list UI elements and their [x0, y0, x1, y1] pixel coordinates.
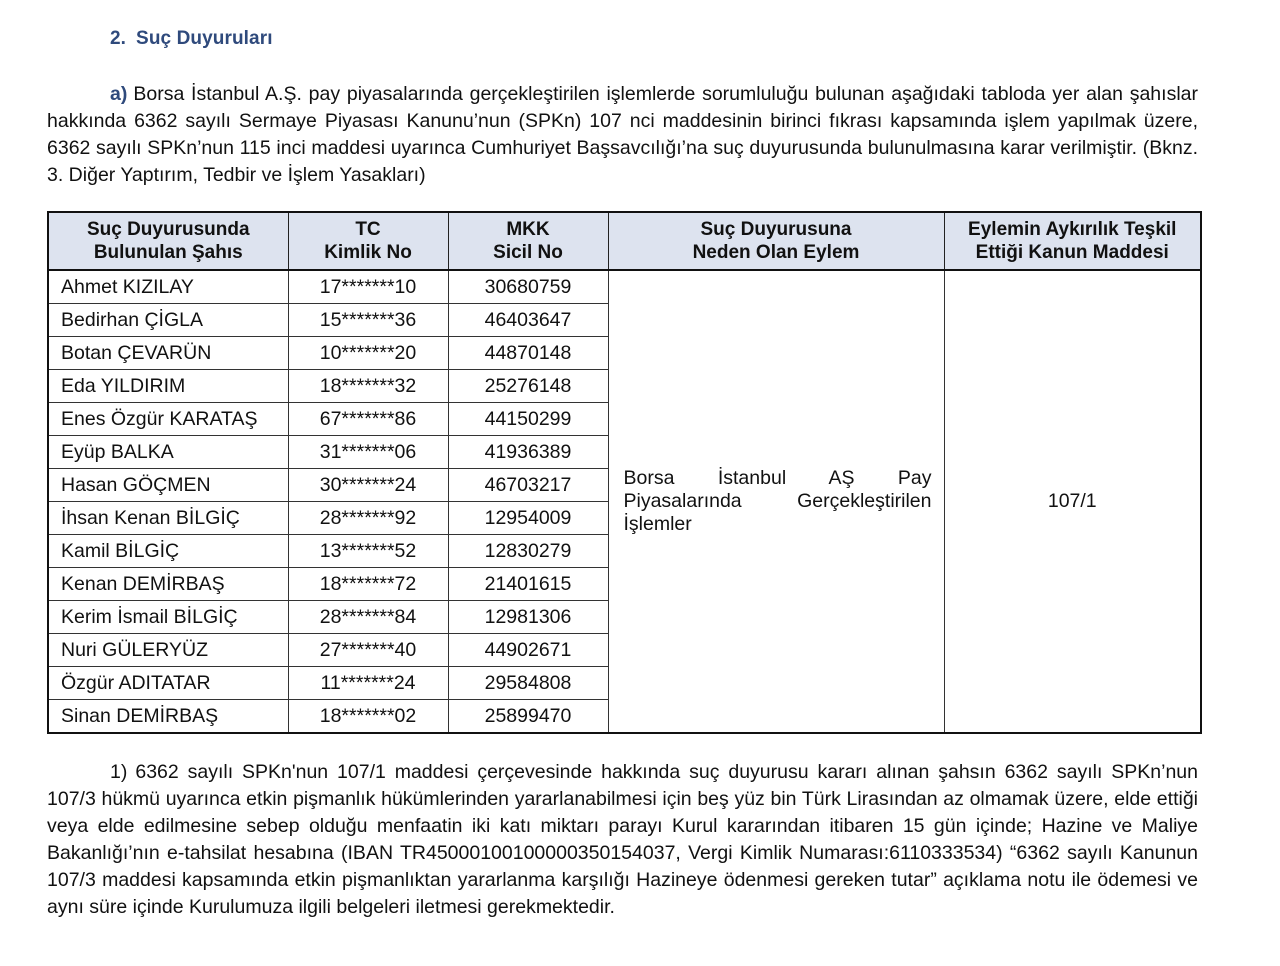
person-name: Eda YILDIRIM — [48, 370, 288, 403]
person-name: Botan ÇEVARÜN — [48, 337, 288, 370]
person-name: Sinan DEMİRBAŞ — [48, 700, 288, 734]
tc-id: 18*******72 — [288, 568, 448, 601]
person-name: İhsan Kenan BİLGİÇ — [48, 502, 288, 535]
tc-id: 27*******40 — [288, 634, 448, 667]
mkk-no: 44870148 — [448, 337, 608, 370]
header-mkk-no: MKK Sicil No — [448, 212, 608, 270]
tc-id: 30*******24 — [288, 469, 448, 502]
header-action: Suç Duyurusuna Neden Olan Eylem — [608, 212, 944, 270]
tc-id: 28*******92 — [288, 502, 448, 535]
person-name: Nuri GÜLERYÜZ — [48, 634, 288, 667]
tc-id: 17*******10 — [288, 270, 448, 304]
note-paragraph-marker: 1) — [110, 761, 128, 783]
mkk-no: 46703217 — [448, 469, 608, 502]
tc-id: 67*******86 — [288, 403, 448, 436]
mkk-no: 30680759 — [448, 270, 608, 304]
mkk-no: 25899470 — [448, 700, 608, 734]
person-name: Hasan GÖÇMEN — [48, 469, 288, 502]
person-name: Kamil BİLGİÇ — [48, 535, 288, 568]
person-name: Bedirhan ÇİGLA — [48, 304, 288, 337]
person-name: Ahmet KIZILAY — [48, 270, 288, 304]
header-article: Eylemin Aykırılık Teşkil Ettiği Kanun Maddesi — [944, 212, 1201, 270]
shared-article-cell: 107/1 — [944, 270, 1201, 733]
mkk-no: 21401615 — [448, 568, 608, 601]
mkk-no: 29584808 — [448, 667, 608, 700]
header-tc-id: TC Kimlik No — [288, 212, 448, 270]
tc-id: 13*******52 — [288, 535, 448, 568]
person-name: Kerim İsmail BİLGİÇ — [48, 601, 288, 634]
mkk-no: 25276148 — [448, 370, 608, 403]
mkk-no: 12954009 — [448, 502, 608, 535]
mkk-no: 44150299 — [448, 403, 608, 436]
table-header-row — [48, 212, 1201, 270]
tc-id: 10*******20 — [288, 337, 448, 370]
mkk-no: 12830279 — [448, 535, 608, 568]
mkk-no: 46403647 — [448, 304, 608, 337]
tc-id: 18*******32 — [288, 370, 448, 403]
mkk-no: 41936389 — [448, 436, 608, 469]
tc-id: 31*******06 — [288, 436, 448, 469]
person-name: Enes Özgür KARATAŞ — [48, 403, 288, 436]
person-name: Kenan DEMİRBAŞ — [48, 568, 288, 601]
tc-id: 15*******36 — [288, 304, 448, 337]
note-paragraph-text: 6362 sayılı SPKn'nun 107/1 maddesi çerçevesinde hakkında suç duyurusu kararı alınan şahsın 6362 sayılı SPKn’nun 107/3 hükmü uyarınca etkin pişmanlık hükümlerinden yararlanabilmesi için beş yüz bin Türk Lirasından az olmamak üzere, elde ettiği veya elde edilmesine sebep olduğu menfaatin iki katı miktarı parayı Kurul kararından itibaren 15 gün içinde; Hazine ve Maliye Bakanlığı’nın e-tahsilat hesabına (IBAN TR450001001000003501540​37, Vergi Kimlik Numarası:6110333534) “6362 sayılı Kanunun 107/3 maddesi kapsamında etkin pişmanlıktan yararlanma karşılığı Hazineye ödenmesi gereken tutar” açıklama notu ile ödemesi ve aynı süre içinde Kurulumuza ilgili belgeleri iletmesi gerekmektedir. — [47, 761, 1198, 918]
table-row — [48, 270, 1201, 304]
shared-action-cell: Borsa İstanbul AŞ Pay Piyasalarında Gerçekleştirilen İşlemler — [608, 270, 944, 733]
section-number: 2. — [110, 28, 127, 49]
person-name: Eyüp BALKA — [48, 436, 288, 469]
tc-id: 18*******02 — [288, 700, 448, 734]
section-title-text: Suç Duyuruları — [136, 28, 273, 49]
mkk-no: 12981306 — [448, 601, 608, 634]
mkk-no: 44902671 — [448, 634, 608, 667]
intro-paragraph-text: Borsa İstanbul A.Ş. pay piyasalarında gerçekleştirilen işlemlerde sorumluluğu bulunan aşağıdaki tabloda yer alan şahıslar hakkında 6362 sayılı Sermaye Piyasası Kanunu’nun (SPKn) 107 nci maddesinin birinci fıkrası kapsamında işlem yapılmak üzere, 6362 sayılı SPKn’nun 115 inci maddesi uyarınca Cumhuriyet Başsavcılığı’na suç duyurusunda bulunulmasına karar verilmiştir. (Bknz. 3. Diğer Yaptırım, Tedbir ve İşlem Yasakları) — [47, 83, 1198, 186]
note-paragraph — [47, 759, 1198, 921]
section-title — [110, 28, 273, 50]
tc-id: 28*******84 — [288, 601, 448, 634]
intro-paragraph — [47, 81, 1198, 189]
criminal-complaints-table — [47, 211, 1202, 734]
header-person: Suç Duyurusunda Bulunulan Şahıs — [48, 212, 288, 270]
tc-id: 11*******24 — [288, 667, 448, 700]
person-name: Özgür ADITATAR — [48, 667, 288, 700]
intro-paragraph-marker: a) — [110, 83, 128, 105]
